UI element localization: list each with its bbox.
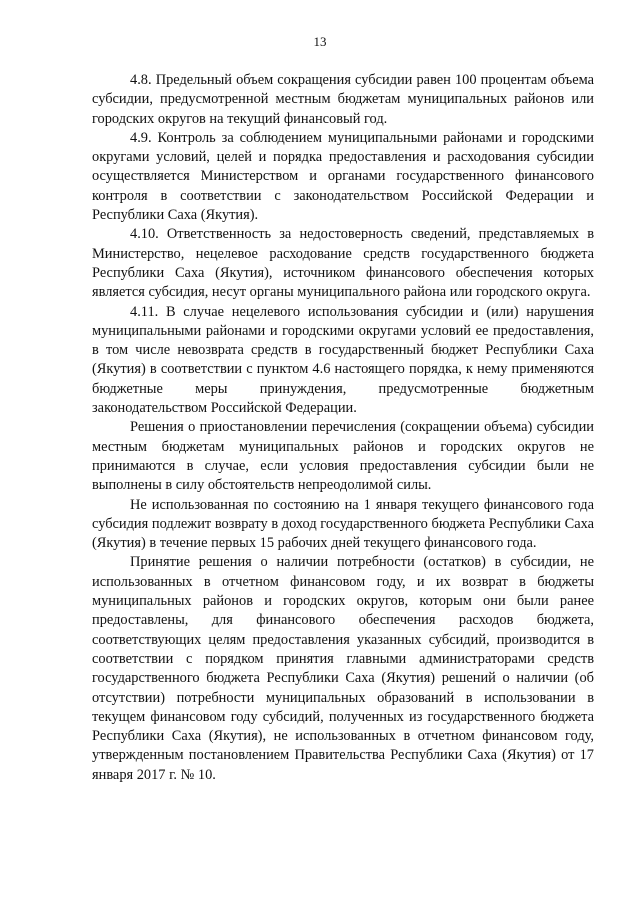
paragraph-4-10: 4.10. Ответственность за недостоверность сведений, представляемых в Министерство, нецелевое расходование средств государственного бюджета Республики Саха (Якутия), источником финансового обеспечения которых является субсидия, несут органы муниципального района или городского округа. [92, 226, 594, 301]
paragraph-4-9: 4.9. Контроль за соблюдением муниципальными районами и городскими округами условий, целей и порядка предоставления и расходования субсидии осуществляется Министерством и органами государственного финансового контроля в соответствии с законодательством Российской Федерации и Республики Саха (Якутия). [92, 129, 594, 224]
paragraph-4-11: 4.11. В случае нецелевого использования субсидии и (или) нарушения муниципальными районами и городскими округами условий ее предоставления, в том числе невозврата средств в государственный бюджет Республики Саха (Якутия) в соответствии с пунктом 4.6 настоящего порядка, к нему применяются бюджетные меры принуждения, предусмотренные бюджетным законодательством Российской Федерации. [92, 303, 594, 417]
paragraph-need-decision: Принятие решения о наличии потребности (остатков) в субсидии, не использованных в отчетном финансовом году, и их возврат в бюджеты муниципальных районов и городских округов, которым они были ранее предоставлены, для финансового обеспечения расходов бюджета, соответствующих целям предоставления указанных субсидий, производится в соответствии с порядком принятия главными администраторами средств государственного бюджета Республики Саха (Якутия) решений о наличии (об отсутствии) потребности муниципальных образований в использовании в текущем финансовом году субсидий, полученных из государственного бюджета Республики Саха (Якутия), не использованных в отчетном финансовом году, утвержденным постановлением Правительства Республики Саха (Якутия) от 17 января 2017 г. № 10. [92, 554, 594, 783]
document-body [92, 71, 594, 785]
paragraph-unused-subsidy-return: Не использованная по состоянию на 1 января текущего финансового года субсидия подлежит возврату в доход государственного бюджета Республики Саха (Якутия) в течение первых 15 рабочих дней текущего финансового года. [92, 496, 594, 552]
page-number: 13 [313, 34, 327, 49]
paragraph-suspension-decisions: Решения о приостановлении перечисления (сокращении объема) субсидии местным бюджетам муниципальных районов и городских округов не принимаются в случае, если условия предоставления субсидии были не выполнены в силу обстоятельств непреодолимой силы. [92, 419, 594, 494]
paragraph-4-8: 4.8. Предельный объем сокращения субсидии равен 100 процентам объема субсидии, предусмотренной местным бюджетам муниципальных районов или городских округов на текущий финансовый год. [92, 72, 594, 127]
